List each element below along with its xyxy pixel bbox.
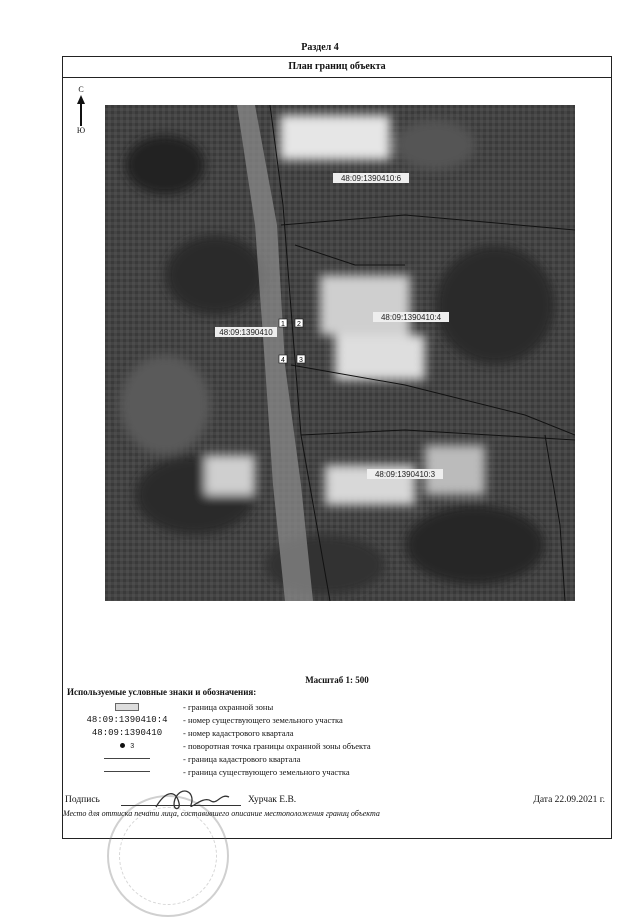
- legend-text: - номер существующего земельного участка: [183, 715, 343, 725]
- legend-title: Используемые условные знаки и обозначения:: [67, 687, 257, 697]
- parcel-label: 48:09:1390410:6: [340, 174, 402, 183]
- map-scale: Масштаб 1: 500: [305, 675, 369, 685]
- turn-point-number: 2: [297, 321, 301, 328]
- legend-text: - номер кадастрового квартала: [183, 728, 294, 738]
- legend-text: - граница кадастрового квартала: [183, 754, 301, 764]
- signature-line: [121, 805, 241, 806]
- legend-symbol: [77, 754, 177, 764]
- legend-symbol: 48:09:1390410:4: [86, 715, 168, 725]
- parcel-border-line-icon: [104, 771, 150, 772]
- legend-text: - граница существующего земельного участка: [183, 767, 350, 777]
- quarter-border-line-icon: [104, 758, 150, 759]
- signature-date: Дата 22.09.2021 г.: [533, 795, 605, 805]
- signature-label: Подпись: [65, 795, 100, 805]
- section-heading: Раздел 4: [301, 42, 339, 53]
- legend-symbol: [77, 702, 177, 712]
- zone-border-swatch-icon: [115, 703, 139, 711]
- north-label: С: [78, 85, 84, 94]
- legend-symbol-number: 3: [130, 743, 135, 751]
- quarter-label: 48:09:1390410: [219, 328, 273, 337]
- turn-point-number: 3: [299, 357, 303, 364]
- satellite-map: [105, 105, 575, 601]
- turn-point-number: 1: [281, 321, 285, 328]
- legend-symbol: [77, 741, 177, 751]
- turn-point-dot-icon: [120, 743, 125, 748]
- turn-point-number: 4: [281, 357, 285, 364]
- north-arrow-icon: [75, 85, 87, 136]
- map-drawing: [105, 105, 575, 601]
- page-title: План границ объекта: [63, 57, 611, 78]
- stamp-place-note: Место для оттиска печати лица, составившего описание местоположения границ объекта: [63, 809, 380, 818]
- signer-name: Хурчак Е.В.: [248, 795, 297, 805]
- legend-symbol: [77, 767, 177, 777]
- legend-text: - поворотная точка границы охранной зоны объекта: [183, 741, 371, 751]
- document-frame: [62, 56, 612, 839]
- legend-text: - граница охранной зоны: [183, 702, 274, 712]
- parcel-label: 48:09:1390410:3: [374, 470, 436, 479]
- parcel-label: 48:09:1390410:4: [380, 313, 442, 322]
- south-label: Ю: [76, 126, 86, 135]
- legend-symbol: 48:09:1390410: [91, 728, 163, 738]
